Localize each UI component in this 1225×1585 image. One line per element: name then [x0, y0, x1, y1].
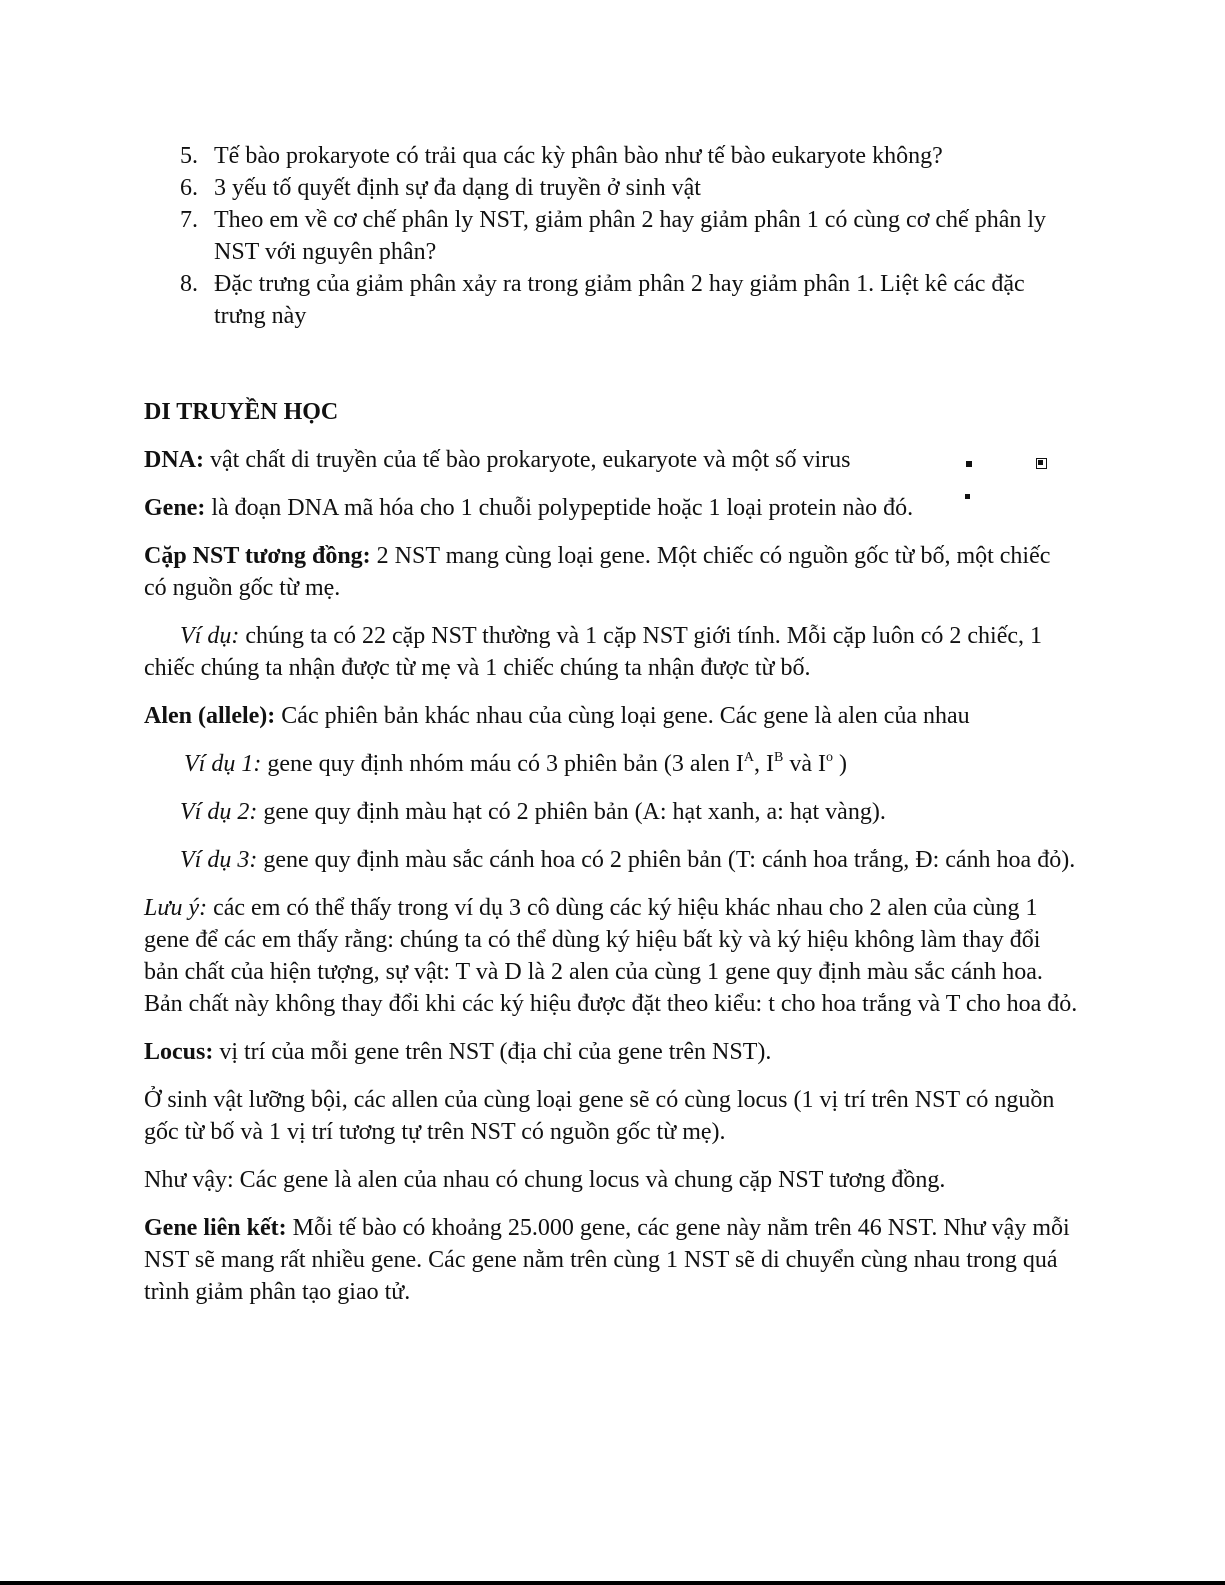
bullet-mark-icon	[966, 461, 972, 467]
term-locus: Locus:	[144, 1039, 214, 1065]
example-text: gene quy định màu sắc cánh hoa có 2 phiên bản (T: cánh hoa trắng, Đ: cánh hoa đỏ).	[257, 847, 1076, 873]
example-text: gene quy định màu hạt có 2 phiên bản (A: hạt xanh, a: hạt vàng).	[257, 799, 886, 825]
example-text: )	[833, 751, 847, 777]
note-label: Lưu ý:	[144, 895, 208, 921]
allele-superscript: B	[774, 750, 784, 765]
definition-text: là đoạn DNA mã hóa cho 1 chuỗi polypeptide hoặc 1 loại protein nào đó.	[205, 495, 914, 521]
example-homologous	[144, 620, 1079, 684]
example-text: và I	[783, 751, 826, 777]
definition-text: Các phiên bản khác nhau của cùng loại gene. Các gene là alen của nhau	[275, 703, 970, 729]
summary-paragraph: Như vậy: Các gene là alen của nhau có chung locus và chung cặp NST tương đồng.	[144, 1167, 946, 1193]
list-item-text: Theo em về cơ chế phân ly NST, giảm phân 2 hay giảm phân 1 có cùng cơ chế phân ly NST với nguyên phân?	[214, 207, 1047, 265]
list-item-number: 8.	[180, 271, 198, 297]
example-label: Ví dụ 1:	[184, 751, 262, 777]
list-item-text: 3 yếu tố quyết định sự đa dạng di truyền ở sinh vật	[214, 175, 701, 201]
list-item-text: Tế bào prokaryote có trải qua các kỳ phân bào như tế bào eukaryote không?	[214, 143, 943, 169]
allele-superscript: A	[743, 750, 754, 765]
example-1	[144, 748, 1079, 780]
document-page	[144, 140, 1079, 1308]
list-item	[144, 204, 1079, 268]
term-dna: DNA:	[144, 447, 204, 473]
question-list	[144, 140, 1079, 332]
definition-locus	[144, 1036, 1079, 1068]
definition-dna	[144, 444, 1079, 476]
example-label: Ví dụ:	[180, 623, 240, 649]
definition-homologous	[144, 540, 1079, 604]
note-text: các em có thể thấy trong ví dụ 3 cô dùng các ký hiệu khác nhau cho 2 alen của cùng 1 gene để các em thấy rằng: chúng ta có thể dùng ký hiệu bất kỳ và ký hiệu không làm thay đổi bản chất của hiện tượng, sự vật: T và D là 2 alen của cùng 1 gene quy định màu sắc cánh hoa. Bản chất này không thay đổi khi các ký hiệu được đặt theo kiểu: t cho hoa trắng và T cho hoa đỏ.	[144, 895, 1078, 1017]
page-bottom-rule	[0, 1581, 1225, 1585]
diploid-paragraph: Ở sinh vật lưỡng bội, các allen của cùng loại gene sẽ có cùng locus (1 vị trí trên NST có nguồn gốc từ bố và 1 vị trí tương tự trên NST có nguồn gốc từ mẹ).	[144, 1087, 1055, 1145]
section-title: DI TRUYỀN HỌC	[144, 399, 339, 425]
example-text: gene quy định nhóm máu có 3 phiên bản (3 alen I	[261, 751, 744, 777]
example-text: chúng ta có 22 cặp NST thường và 1 cặp NST giới tính. Mỗi cặp luôn có 2 chiếc, 1 chiếc chúng ta nhận được từ mẹ và 1 chiếc chúng ta nhận được từ bố.	[144, 623, 1043, 681]
example-3	[144, 844, 1079, 876]
definition-gene	[144, 492, 1079, 524]
bullet-mark-icon	[965, 494, 970, 499]
list-item-text: Đặc trưng của giảm phân xảy ra trong giảm phân 2 hay giảm phân 1. Liệt kê các đặc trưng này	[214, 271, 1025, 329]
definition-linked-gene	[144, 1212, 1079, 1308]
list-item	[144, 140, 1079, 172]
example-text: , I	[754, 751, 774, 777]
checkbox-mark-icon	[1036, 458, 1047, 469]
list-item	[144, 268, 1079, 332]
note	[144, 892, 1079, 1020]
list-item-number: 5.	[180, 143, 198, 169]
list-item	[144, 172, 1079, 204]
example-label: Ví dụ 2:	[180, 799, 258, 825]
list-item-number: 6.	[180, 175, 198, 201]
example-2	[144, 796, 1079, 828]
definition-text: vị trí của mỗi gene trên NST (địa chỉ của gene trên NST).	[213, 1039, 772, 1065]
example-label: Ví dụ 3:	[180, 847, 258, 873]
term-homologous: Cặp NST tương đồng:	[144, 543, 371, 569]
definition-text: vật chất di truyền của tế bào prokaryote, eukaryote và một số virus	[204, 447, 851, 473]
list-item-number: 7.	[180, 207, 198, 233]
term-gene: Gene:	[144, 495, 206, 521]
definition-allele	[144, 700, 1079, 732]
term-linked-gene: Gene liên kết:	[144, 1215, 287, 1241]
definition-text: Mỗi tế bào có khoảng 25.000 gene, các gene này nằm trên 46 NST. Như vậy mỗi NST sẽ mang rất nhiều gene. Các gene nằm trên cùng 1 NST sẽ di chuyển cùng nhau trong quá trình giảm phân tạo giao tử.	[144, 1215, 1070, 1305]
term-allele: Alen (allele):	[144, 703, 276, 729]
definition-text: 2 NST mang cùng loại gene. Một chiếc có nguồn gốc từ bố, một chiếc có nguồn gốc từ mẹ.	[144, 543, 1051, 601]
allele-superscript: o	[826, 750, 833, 765]
